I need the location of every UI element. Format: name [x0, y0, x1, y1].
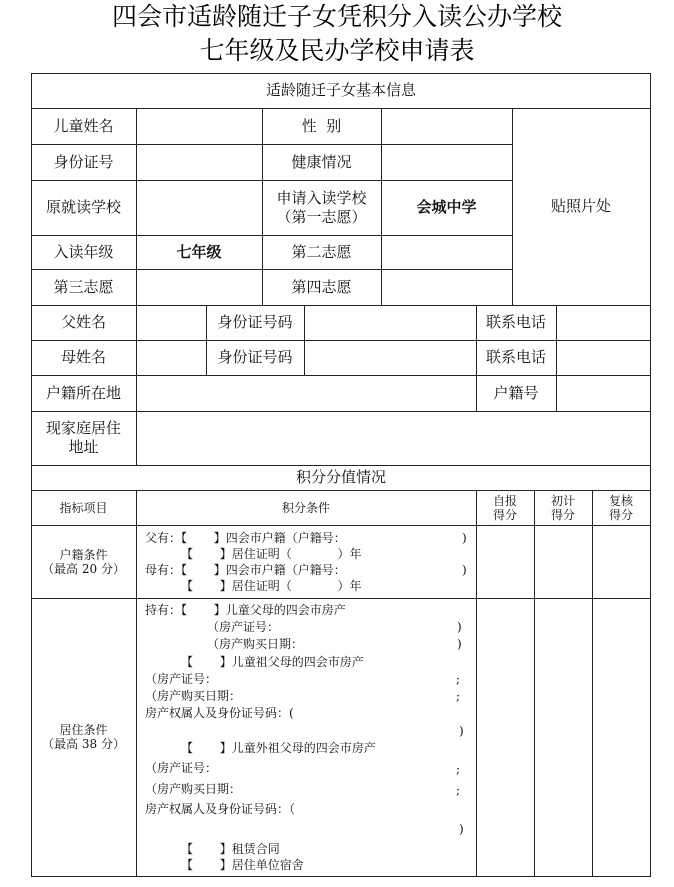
- child-name-label: 儿童姓名: [53, 116, 114, 135]
- residence-line-13: 【 】居住单位宿舍: [181, 858, 304, 872]
- id-number-field[interactable]: [137, 145, 262, 180]
- household-location-label: 户籍所在地: [45, 383, 121, 402]
- photo-placeholder: 贴照片处: [550, 197, 611, 215]
- residence-review-score-field[interactable]: [593, 599, 650, 876]
- residence-semi-5: ;: [456, 672, 461, 686]
- original-school-field[interactable]: [137, 181, 262, 235]
- apply-school-label-line-1: 申请入读学校: [276, 188, 367, 207]
- second-choice-label: 第二志愿: [291, 242, 352, 261]
- residence-paren-7: ): [459, 724, 464, 738]
- father-name-label: 父姓名: [60, 313, 106, 331]
- self-score-header-line-1: 自报: [492, 493, 517, 508]
- father-phone-field[interactable]: [557, 306, 650, 340]
- address-label-line-2: 地址: [68, 438, 99, 456]
- grid-line: [31, 876, 651, 877]
- health-field[interactable]: [382, 145, 512, 180]
- mother-id-field[interactable]: [305, 341, 476, 375]
- residence-line-3: （房产购买日期：: [207, 637, 304, 651]
- residence-line-7: 房产权属人及身份证号码：(: [145, 706, 294, 720]
- address-field[interactable]: [137, 412, 650, 465]
- apply-school-value: 会城中学: [416, 198, 477, 216]
- father-id-field[interactable]: [305, 306, 476, 340]
- residence-condition-label: [31, 598, 136, 876]
- household-line-1: 父有：【 】四会市户籍（户籍号：: [145, 531, 346, 545]
- household-location-field[interactable]: [137, 376, 476, 411]
- document-title-line-2: 七年级及民办学校申请表: [199, 36, 475, 65]
- fourth-choice-label: 第四志愿: [291, 277, 352, 296]
- mother-id-label: 身份证号码: [217, 348, 293, 366]
- residence-initial-score-field[interactable]: [535, 599, 592, 876]
- gender-label: 性 别: [301, 116, 342, 135]
- household-condition-label-line-1: 户籍条件: [59, 547, 108, 562]
- household-condition-label: [31, 525, 136, 598]
- residence-line-12: 【 】租赁合同: [181, 842, 280, 856]
- residence-line-9: （房产证号：: [145, 761, 218, 775]
- gender-field[interactable]: [382, 109, 512, 144]
- residence-line-10: （房产购买日期：: [145, 782, 242, 796]
- household-condition-label-line-2: （最高 20 分）: [42, 561, 125, 576]
- grade-value: 七年级: [176, 242, 222, 261]
- original-school-label: 原就读学校: [45, 198, 121, 216]
- residence-condition-label-line-1: 居住条件: [59, 723, 108, 737]
- household-number-label: 户籍号: [493, 383, 539, 402]
- fourth-choice-field[interactable]: [382, 270, 512, 305]
- residence-line-6: （房产购买日期：: [145, 689, 242, 703]
- mother-phone-field[interactable]: [557, 341, 650, 375]
- residence-self-score-field[interactable]: [477, 599, 534, 876]
- residence-line-1: 持有：【 】儿童父母的四会市房产: [145, 603, 346, 617]
- review-score-header-line-2: 得分: [608, 507, 633, 522]
- review-score-header: [592, 490, 650, 525]
- residence-paren-3: ): [457, 637, 462, 651]
- residence-semi-9: ;: [456, 762, 461, 776]
- third-choice-label: 第三志愿: [53, 277, 114, 296]
- household-number-field[interactable]: [557, 376, 650, 411]
- mother-phone-label: 联系电话: [485, 348, 546, 366]
- third-choice-field[interactable]: [137, 270, 262, 305]
- initial-score-header-line-2: 得分: [550, 507, 575, 522]
- health-label: 健康情况: [291, 152, 352, 171]
- review-score-header-line-1: 复核: [608, 493, 633, 508]
- mother-name-label: 母姓名: [60, 348, 106, 366]
- apply-school-label: [262, 180, 381, 235]
- basic-info-section-title: 适龄随迁子女基本信息: [265, 81, 416, 99]
- residence-paren-2: ): [457, 620, 462, 634]
- address-label-line-1: 现家庭居住: [45, 419, 121, 437]
- mother-name-field[interactable]: [137, 341, 206, 375]
- address-label: [31, 411, 136, 465]
- residence-line-11: 房产权属人及身份证号码：（: [145, 802, 296, 816]
- household-paren-1: ): [462, 531, 467, 545]
- residence-condition-label-line-2: （最高 38 分）: [42, 737, 125, 751]
- points-section-title: 积分分值情况: [295, 468, 386, 486]
- self-score-header: [476, 490, 534, 525]
- residence-line-4: 【 】儿童祖父母的四会市房产: [181, 655, 364, 669]
- residence-line-8: 【 】儿童外祖父母的四会市房产: [181, 741, 376, 755]
- household-line-2: 【 】居住证明（ ）年: [181, 547, 362, 561]
- household-initial-score-field[interactable]: [535, 526, 592, 598]
- residence-semi-10: ;: [456, 783, 461, 797]
- household-self-score-field[interactable]: [477, 526, 534, 598]
- residence-line-2: （房产证号：: [207, 620, 280, 634]
- initial-score-header: [534, 490, 592, 525]
- residence-semi-6: ;: [456, 689, 461, 703]
- child-name-field[interactable]: [137, 109, 262, 144]
- residence-line-5: （房产证号：: [145, 672, 218, 686]
- father-name-field[interactable]: [137, 306, 206, 340]
- residence-paren-11: ): [459, 822, 464, 836]
- conditions-header: 积分条件: [281, 500, 330, 515]
- second-choice-field[interactable]: [382, 236, 512, 269]
- household-review-score-field[interactable]: [593, 526, 650, 598]
- apply-school-label-line-2: （第一志愿）: [276, 207, 367, 226]
- father-id-label: 身份证号码: [217, 313, 293, 331]
- indicator-header: 指标项目: [59, 500, 108, 515]
- household-line-3: 母有：【 】四会市户籍（户籍号：: [145, 563, 346, 577]
- id-number-label: 身份证号: [53, 152, 114, 171]
- household-line-4: 【 】居住证明（ ）年: [181, 579, 362, 593]
- initial-score-header-line-1: 初计: [550, 493, 575, 508]
- father-phone-label: 联系电话: [485, 313, 546, 331]
- household-paren-2: ): [462, 563, 467, 577]
- self-score-header-line-2: 得分: [492, 507, 517, 522]
- document-title-line-1: 四会市适龄随迁子女凭积分入读公办学校: [111, 2, 562, 31]
- grid-line: [136, 490, 137, 877]
- grade-label: 入读年级: [53, 242, 114, 261]
